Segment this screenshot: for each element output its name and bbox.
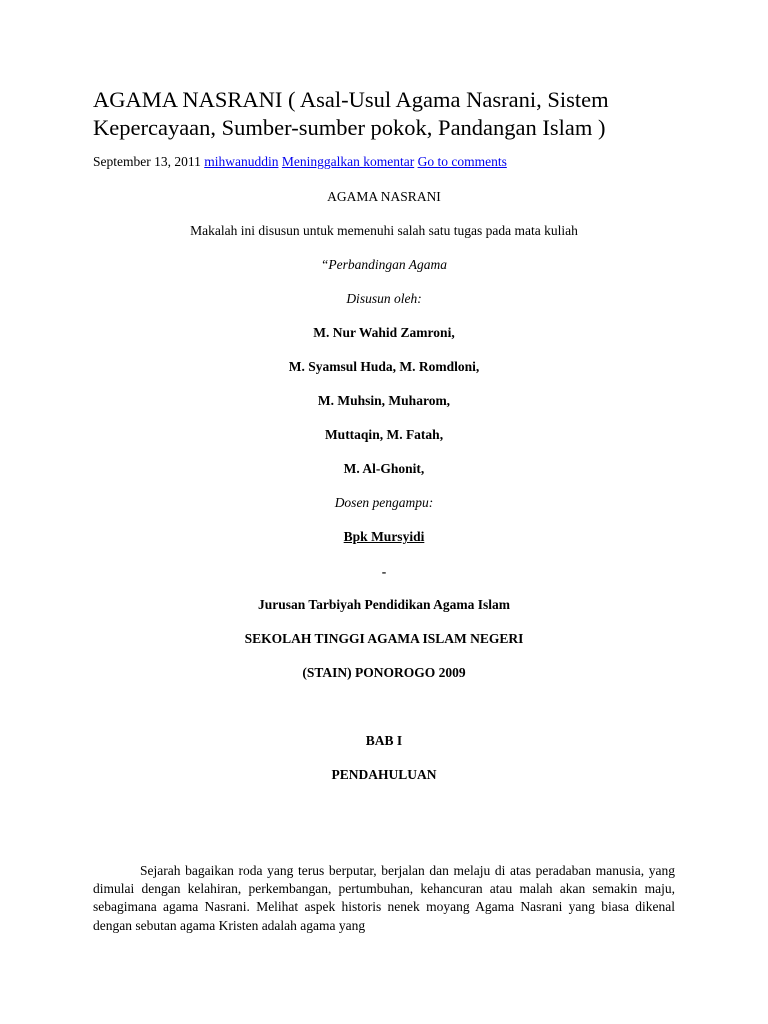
chapter-number: BAB I	[365, 733, 403, 748]
article-title: AGAMA NASRANI ( Asal-Usul Agama Nasrani, Sistem Kepercayaan, Sumber-sumber pokok, Pandangan Islam )	[93, 87, 609, 140]
cover-purpose: Makalah ini disusun untuk memenuhi salah satu tugas pada mata kuliah	[190, 223, 578, 238]
body-paragraph: Sejarah bagaikan roda yang terus berputar, berjalan dan melaju di atas peradaban manusia, yang dimulai dengan kelahiran, perkembangan, pertumbuhan, kehancuran atau malah akan semakin maju, sebagimana agama Nasrani. Melihat aspek historis nenek moyang Agama Nasrani yang biasa dikenal dengan sebutan agama Kristen adalah agama yang	[93, 863, 675, 933]
separator-dash: -	[381, 564, 387, 579]
institution-short: (STAIN) PONOROGO 2009	[302, 665, 466, 680]
chapter-title: PENDAHULUAN	[331, 767, 437, 782]
author-line-3: M. Muhsin, Muharom,	[317, 393, 451, 408]
author-line-2: M. Syamsul Huda, M. Romdloni,	[288, 359, 480, 374]
department-name: Jurusan Tarbiyah Pendidikan Agama Islam	[257, 597, 511, 612]
institution-name: SEKOLAH TINGGI AGAMA ISLAM NEGERI	[244, 631, 524, 646]
author-link[interactable]: mihwanuddin	[204, 154, 279, 169]
leave-comment-link[interactable]: Meninggalkan komentar	[281, 154, 415, 169]
lecturer-label: Dosen pengampu:	[334, 495, 434, 510]
author-line-1: M. Nur Wahid Zamroni,	[313, 325, 455, 340]
compiled-by-label: Disusun oleh:	[346, 291, 422, 306]
lecturer-name: Bpk Mursyidi	[343, 529, 425, 544]
post-date: September 13, 2011	[93, 154, 201, 169]
cover-course: “Perbandingan Agama	[320, 257, 448, 272]
author-line-4: Muttaqin, M. Fatah,	[324, 427, 444, 442]
post-meta	[93, 153, 507, 171]
cover-heading: AGAMA NASRANI	[327, 189, 441, 204]
author-line-5: M. Al-Ghonit,	[343, 461, 425, 476]
go-to-comments-link[interactable]: Go to comments	[417, 154, 507, 169]
